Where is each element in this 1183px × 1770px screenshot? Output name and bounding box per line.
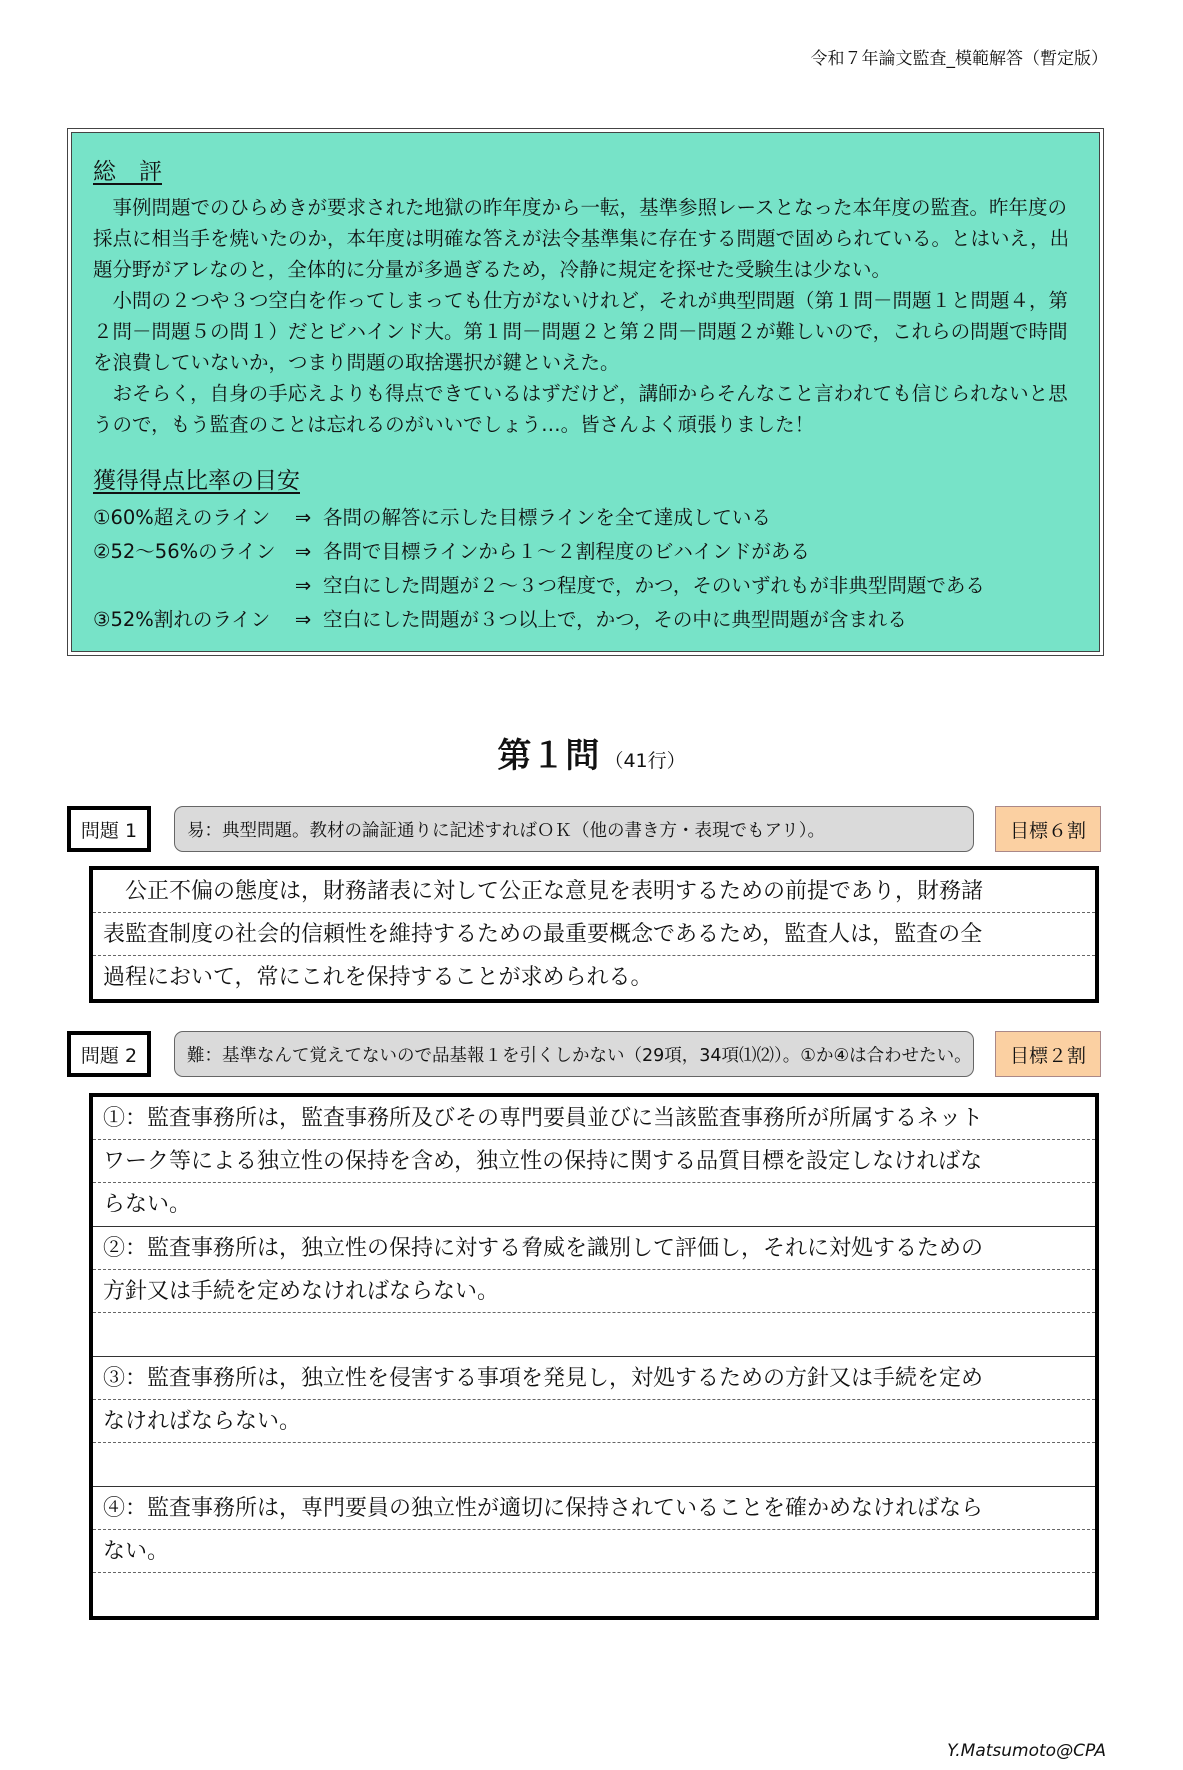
arrow-icon: ⇒ <box>294 574 312 597</box>
guide-row <box>93 603 1079 637</box>
guide-text: 空白にした問題が２～３つ程度で，かつ，そのいずれもが非典型問題である <box>323 574 985 597</box>
page-footer: Y.Matsumoto@CPA <box>947 1741 1106 1761</box>
q1-label: 問題 1 <box>67 806 151 852</box>
q1-answer-box <box>89 866 1099 1003</box>
answer-line: ③：監査事務所は，独立性を侵害する事項を発見し，対処するための方針又は手続を定め <box>93 1357 1095 1400</box>
q1-target-badge: 目標６割 <box>995 806 1101 852</box>
q2-answer-box <box>89 1093 1099 1620</box>
guide-text: 空白にした問題が３つ以上で，かつ，その中に典型問題が含まれる <box>323 608 907 631</box>
arrow-icon: ⇒ <box>294 506 312 529</box>
answer-block <box>93 1487 1095 1616</box>
q2-difficulty-note: 難：基準なんて覚えてないので品基報１を引くしかない（29項，34項⑴⑵）。①か④は合わせたい。 <box>174 1031 974 1077</box>
answer-line: なければならない。 <box>93 1400 1095 1443</box>
q2-label: 問題 2 <box>67 1031 151 1077</box>
guide-row <box>93 501 1079 535</box>
q2-target-badge: 目標２割 <box>995 1031 1101 1077</box>
section-title <box>0 728 1183 777</box>
answer-line: らない。 <box>103 1192 192 1217</box>
guide-row <box>93 535 1079 569</box>
guide-text: 各問で目標ラインから１～２割程度のビハインドがある <box>323 540 810 563</box>
summary-paragraph: 小問の２つや３つ空白を作ってしまっても仕方がないけれど，それが典型問題（第１問－問題１と問題４，第２問－問題５の問１）だとビハインド大。第１問－問題２と第２問－問題２が難しいので，これらの問題で時間を浪費していないか，つまり問題の取捨選択が鍵といえた。 <box>93 289 1069 374</box>
answer-line: ない。 <box>93 1530 1095 1573</box>
summary-paragraph: 事例問題でのひらめきが要求された地獄の昨年度から一転，基準参照レースとなった本年度の監査。昨年度の採点に相当手を焼いたのか，本年度は明確な答えが法令基準集に存在する問題で固められている。とはいえ，出題分野がアレなのと，全体的に分量が多過ぎるため，冷静に規定を探せた受験生は少ない。 <box>93 196 1070 281</box>
answer-line: ①：監査事務所は，監査事務所及びその専門要員並びに当該監査事務所が所属するネット <box>93 1097 1095 1140</box>
guide-row <box>93 569 1079 603</box>
guide-label: ①60%超えのライン <box>93 506 271 529</box>
answer-line: ワーク等による独立性の保持を含め，独立性の保持に関する品質目標を設定しなければな <box>93 1140 1095 1183</box>
arrow-icon: ⇒ <box>294 608 312 631</box>
section-title-note: （41行） <box>604 750 686 772</box>
guide-list <box>93 501 1079 637</box>
answer-line: 方針又は手続を定めなければならない。 <box>93 1270 1095 1313</box>
answer-line: 表監査制度の社会的信頼性を維持するための最重要概念であるため，監査人は，監査の全 <box>93 913 1095 956</box>
answer-line <box>93 1573 1095 1616</box>
answer-line: ④：監査事務所は，専門要員の独立性が適切に保持されていることを確かめなければなら <box>93 1487 1095 1530</box>
guide-label: ③52%割れのライン <box>93 608 271 631</box>
answer-line <box>93 1313 1095 1356</box>
guide-title: 獲得得点比率の目安 <box>93 468 300 494</box>
answer-line: 公正不偏の態度は，財務諸表に対して公正な意見を表明するための前提であり，財務諸 <box>93 870 1095 913</box>
summary-paragraph: おそらく，自身の手応えよりも得点できているはずだけど，講師からそんなこと言われても信じられないと思うので，もう監査のことは忘れるのがいいでしょう…。皆さんよく頑張りました！ <box>93 382 1068 436</box>
guide-label <box>93 569 283 603</box>
answer-line: 過程において，常にこれを保持することが求められる。 <box>103 965 653 990</box>
answer-line <box>93 1443 1095 1486</box>
summary-box <box>67 128 1104 656</box>
answer-line: ②：監査事務所は，独立性の保持に対する脅威を識別して評価し，それに対処するための <box>93 1227 1095 1270</box>
q1-difficulty-note: 易：典型問題。教材の論証通りに記述すればＯＫ（他の書き方・表現でもアリ）。 <box>174 806 974 852</box>
guide-label: ②52～56%のライン <box>93 540 276 563</box>
guide-text: 各問の解答に示した目標ラインを全て達成している <box>323 506 771 529</box>
summary-title: 総 評 <box>93 159 162 185</box>
section-title-main: 第１問 <box>497 736 600 776</box>
answer-block <box>93 1097 1095 1227</box>
answer-block <box>93 1227 1095 1357</box>
arrow-icon: ⇒ <box>294 540 312 563</box>
answer-block <box>93 1357 1095 1487</box>
page-header: 令和７年論文監査_模範解答（暫定版） <box>810 49 1108 69</box>
